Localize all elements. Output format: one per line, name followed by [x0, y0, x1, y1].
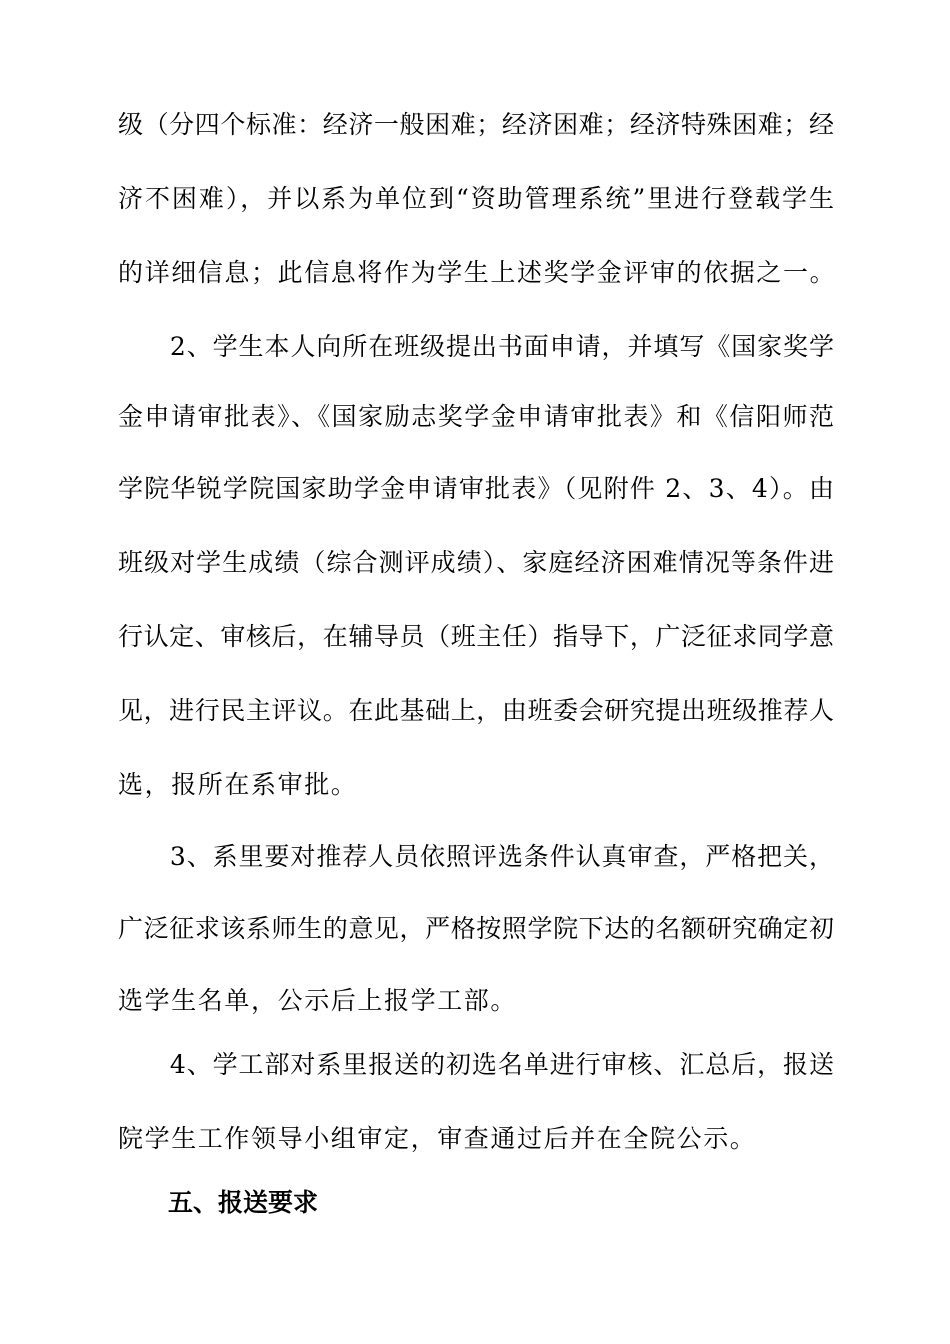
text-line-9: 见，进行民主评议。在此基础上，由班委会研究提出班级推荐人: [118, 696, 834, 725]
text-line-14: 4、学工部对系里报送的初选名单进行审核、汇总后，报送: [118, 1050, 834, 1079]
text-line-6: 学院华锐学院国家助学金申请审批表》（见附件 2、3、4）。由: [118, 474, 834, 503]
text-line-10: 选，报所在系审批。: [118, 770, 358, 799]
text-line-12: 广泛征求该系师生的意见，严格按照学院下达的名额研究确定初: [118, 914, 834, 943]
text-line-2: 济不困难），并以系为单位到“资助管理系统”里进行登载学生: [118, 184, 834, 213]
text-line-4: 2、学生本人向所在班级提出书面申请，并填写《国家奖学: [118, 332, 834, 361]
text-line-3: 的详细信息；此信息将作为学生上述奖学金评审的依据之一。: [118, 258, 837, 287]
text-line-7: 班级对学生成绩（综合测评成绩）、家庭经济困难情况等条件进: [118, 548, 834, 577]
text-line-13: 选学生名单，公示后上报学工部。: [118, 986, 518, 1015]
text-line-15: 院学生工作领导小组审定，审查通过后并在全院公示。: [118, 1124, 757, 1153]
section-heading: 五、报送要求: [168, 1188, 319, 1217]
text-line-11: 3、系里要对推荐人员依照评选条件认真审查，严格把关，: [118, 842, 834, 871]
text-line-5: 金申请审批表》、《国家励志奖学金申请审批表》和《信阳师范: [118, 402, 834, 431]
text-line-8: 行认定、审核后，在辅导员（班主任）指导下，广泛征求同学意: [118, 622, 834, 651]
text-line-1: 级（分四个标准：经济一般困难；经济困难；经济特殊困难；经: [118, 110, 834, 139]
